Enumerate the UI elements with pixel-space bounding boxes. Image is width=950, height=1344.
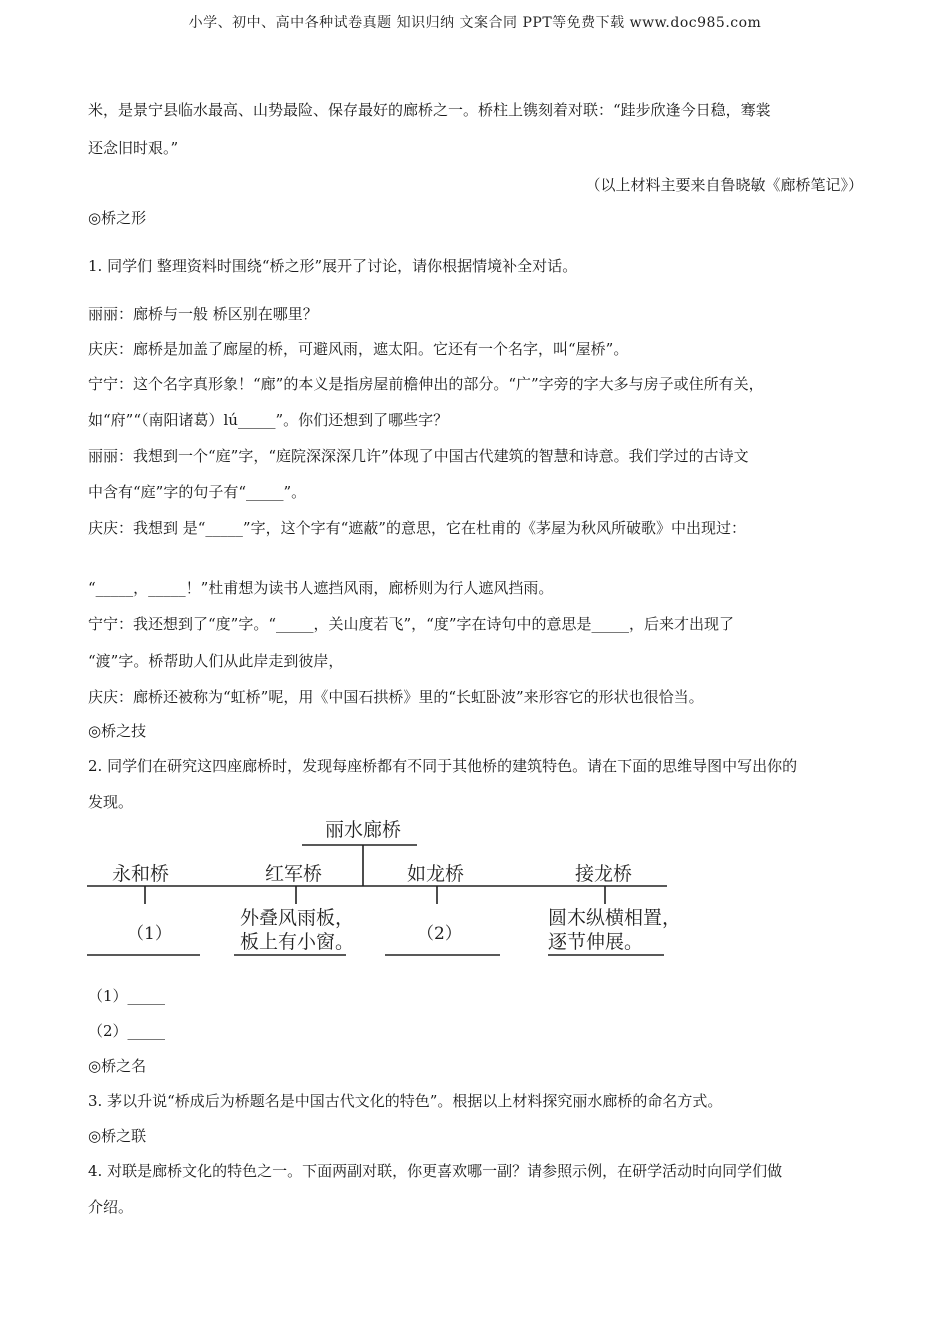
section-bridge-name: ◎桥之名 [88, 1057, 147, 1075]
question-2-line-1: 2. 同学们在研究这四座廊桥时，发现每座桥都有不同于其他桥的建筑特色。请在下面的思维导图中写出你的 [88, 757, 798, 775]
dialogue-line-1: 丽丽：廊桥与一般 桥区别在哪里？ [88, 305, 318, 323]
question-1: 1. 同学们 整理资料时围绕“桥之形”展开了讨论，请你根据情境补全对话。 [88, 257, 578, 275]
dialogue-line-9: 宁宁：我还想到了“度”字。“_____，关山度若飞”，“度”字在诗句中的意思是_____，后来才出现了 [88, 615, 735, 633]
question-3: 3. 茅以升说“桥成后为桥题名是中国古代文化的特色”。根据以上材料探究丽水廊桥的命名方式。 [88, 1092, 723, 1110]
passage-line-1: 米，是景宁县临水最高、山势最险、保存最好的廊桥之一。桥柱上镌刻着对联：“跬步欣逢今日稳，骞裳 [88, 101, 771, 119]
dialogue-line-7: 庆庆：我想到 是“_____”字，这个字有“遮蔽”的意思，它在杜甫的《茅屋为秋风所破歌》中出现过： [88, 519, 746, 537]
page-header: 小学、初中、高中各种试卷真题 知识归纳 文案合同 PPT等免费下载 www.doc985.com [188, 15, 762, 31]
feature-blank-2: （2） [417, 924, 462, 944]
dialogue-line-10: “渡”字。桥帮助人们从此岸走到彼岸， [88, 652, 344, 670]
bridge-jielong: 接龙桥 [575, 863, 633, 885]
question-4-line-2: 介绍。 [88, 1198, 134, 1216]
dialogue-line-4: 如“府”“（南阳诸葛）lú_____”。你们还想到了哪些字？ [88, 411, 449, 429]
section-bridge-couplet: ◎桥之联 [88, 1127, 147, 1145]
passage-line-2: 还念旧时艰。” [88, 139, 179, 157]
bridge-hongjun: 红军桥 [265, 863, 323, 885]
dialogue-line-8: “_____，_____！”杜甫想为读书人遮挡风雨，廊桥则为行人遮风挡雨。 [88, 579, 554, 597]
feature-hongjun: 外叠风雨板， 板上有小窗。 [240, 907, 355, 953]
dialogue-line-5: 丽丽：我想到一个“庭”字，“庭院深深深几许”体现了中国古代建筑的智慧和诗意。我们学过的古诗文 [88, 447, 749, 465]
bridge-yonghe: 永和桥 [112, 863, 170, 885]
answer-line-2: （2）_____ [88, 1022, 166, 1040]
feature-jielong: 圆木纵横相置， 逐节伸展。 [548, 907, 682, 953]
section-bridge-shape: ◎桥之形 [88, 209, 147, 227]
dialogue-line-2: 庆庆：廊桥是加盖了廊屋的桥，可避风雨，遮太阳。它还有一个名字，叫“屋桥”。 [88, 340, 629, 358]
mind-map [82, 812, 682, 972]
feature-blank-1: （1） [127, 924, 172, 944]
question-2-line-2: 发现。 [88, 793, 134, 811]
mind-map-root: 丽水廊桥 [325, 819, 402, 841]
answer-line-1: （1）_____ [88, 987, 166, 1005]
section-bridge-skill: ◎桥之技 [88, 722, 147, 740]
source-citation: （以上材料主要来自鲁晓敏《廊桥笔记》） [585, 176, 863, 194]
dialogue-line-3: 宁宁：这个名字真形象！“廊”的本义是指房屋前檐伸出的部分。“广”字旁的字大多与房子或住所有关， [88, 375, 764, 393]
question-4-line-1: 4. 对联是廊桥文化的特色之一。下面两副对联，你更喜欢哪一副？请参照示例，在研学活动时向同学们做 [88, 1162, 783, 1180]
bridge-rulong: 如龙桥 [407, 863, 465, 885]
dialogue-line-11: 庆庆：廊桥还被称为“虹桥”呢，用《中国石拱桥》里的“长虹卧波”来形容它的形状也很恰当。 [88, 688, 704, 706]
dialogue-line-6: 中含有“庭”字的句子有“_____”。 [88, 483, 307, 501]
